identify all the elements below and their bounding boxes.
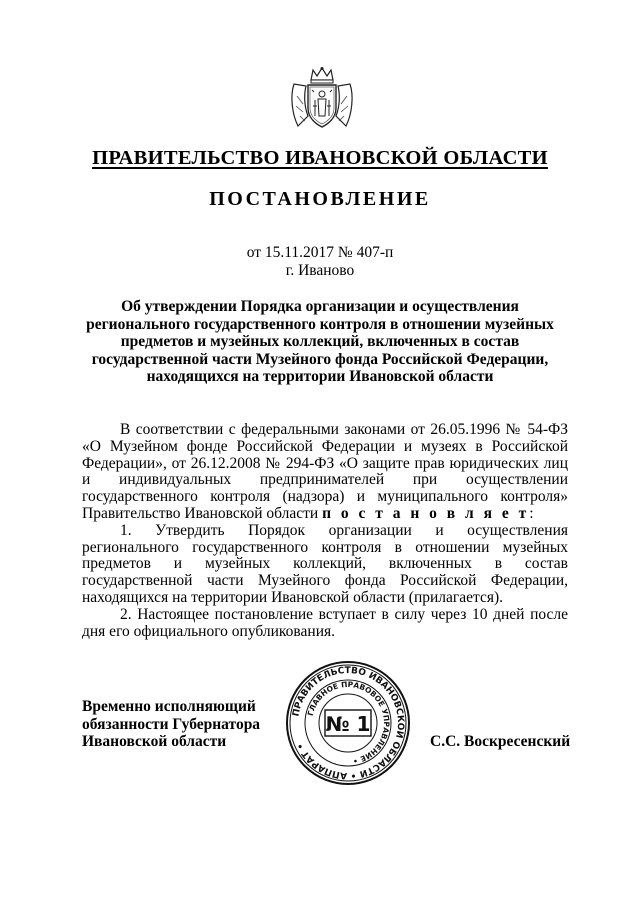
document-city: г. Иваново (285, 262, 355, 279)
subject-line: регионального государственного контроля в отношении музейных (86, 315, 554, 333)
signer-position (82, 698, 282, 751)
signer-position-line: Ивановской области (82, 733, 227, 750)
document-body (82, 422, 568, 640)
preamble-text: В соответствии с федеральными законами от 26.05.1996 № 54-ФЗ «О Музейном фонде Российской Федерации и музеях в Российской Федерации», от 26.12.2008 № 294-ФЗ «О защите прав юридических лиц и индивидуальных предпринимателей при осуществлении государственного контроля (надзора) и муниципального контроля» Правительство Ивановской области (82, 421, 568, 522)
svg-text:ГЛАВНОЕ ПРАВОВОЕ УПРАВЛЕНИЕ •: ГЛАВНОЕ ПРАВОВОЕ УПРАВЛЕНИЕ • (305, 679, 392, 766)
resolves-colon: : (529, 504, 534, 522)
signatory-name: С.С. Воскресенский (430, 733, 571, 750)
coat-of-arms-icon (288, 66, 356, 132)
subject-line: государственной части Музейного фонда Российской Федерации, (91, 350, 549, 368)
subject-line: предметов и музейных коллекций, включенных в состав (120, 333, 520, 350)
resolves-word: п о с т а н о в л я е т (322, 504, 530, 522)
svg-text:ПРАВИТЕЛЬСТВО ИВАНОВСКОЙ ОБЛАС: ПРАВИТЕЛЬСТВО ИВАНОВСКОЙ ОБЛАСТИ • АППАРАТ • (291, 665, 406, 781)
document-type-title: ПОСТАНОВЛЕНИЕ (209, 188, 431, 210)
government-name: ПРАВИТЕЛЬСТВО ИВАНОВСКОЙ ОБЛАСТИ (92, 147, 548, 169)
signer-position-line: Временно исполняющий (82, 698, 256, 715)
document-subject (82, 298, 558, 386)
subject-line: находящихся на территории Ивановской области (146, 368, 494, 385)
subject-line: Об утверждении Порядка организации и осуществления (121, 298, 519, 315)
official-seal-icon (285, 660, 411, 786)
document-date-number: от 15.11.2017 № 407-п (246, 244, 394, 261)
signer-position-line: обязанности Губернатора (82, 715, 261, 733)
item-1-paragraph: 1. Утвердить Порядок организации и осуществления регионального государственного контроля в отношении музейных предметов и музейных коллекций, включенных в состав государственной части Музейного фонда Российской Федерации, находящихся на территории Ивановской области (прилагается). (82, 521, 568, 606)
preamble-paragraph (82, 422, 568, 523)
item-2-paragraph: 2. Настоящее постановление вступает в силу через 10 дней после дня его официального опубликования. (82, 605, 568, 640)
svg-text:№ 1: № 1 (325, 712, 371, 736)
